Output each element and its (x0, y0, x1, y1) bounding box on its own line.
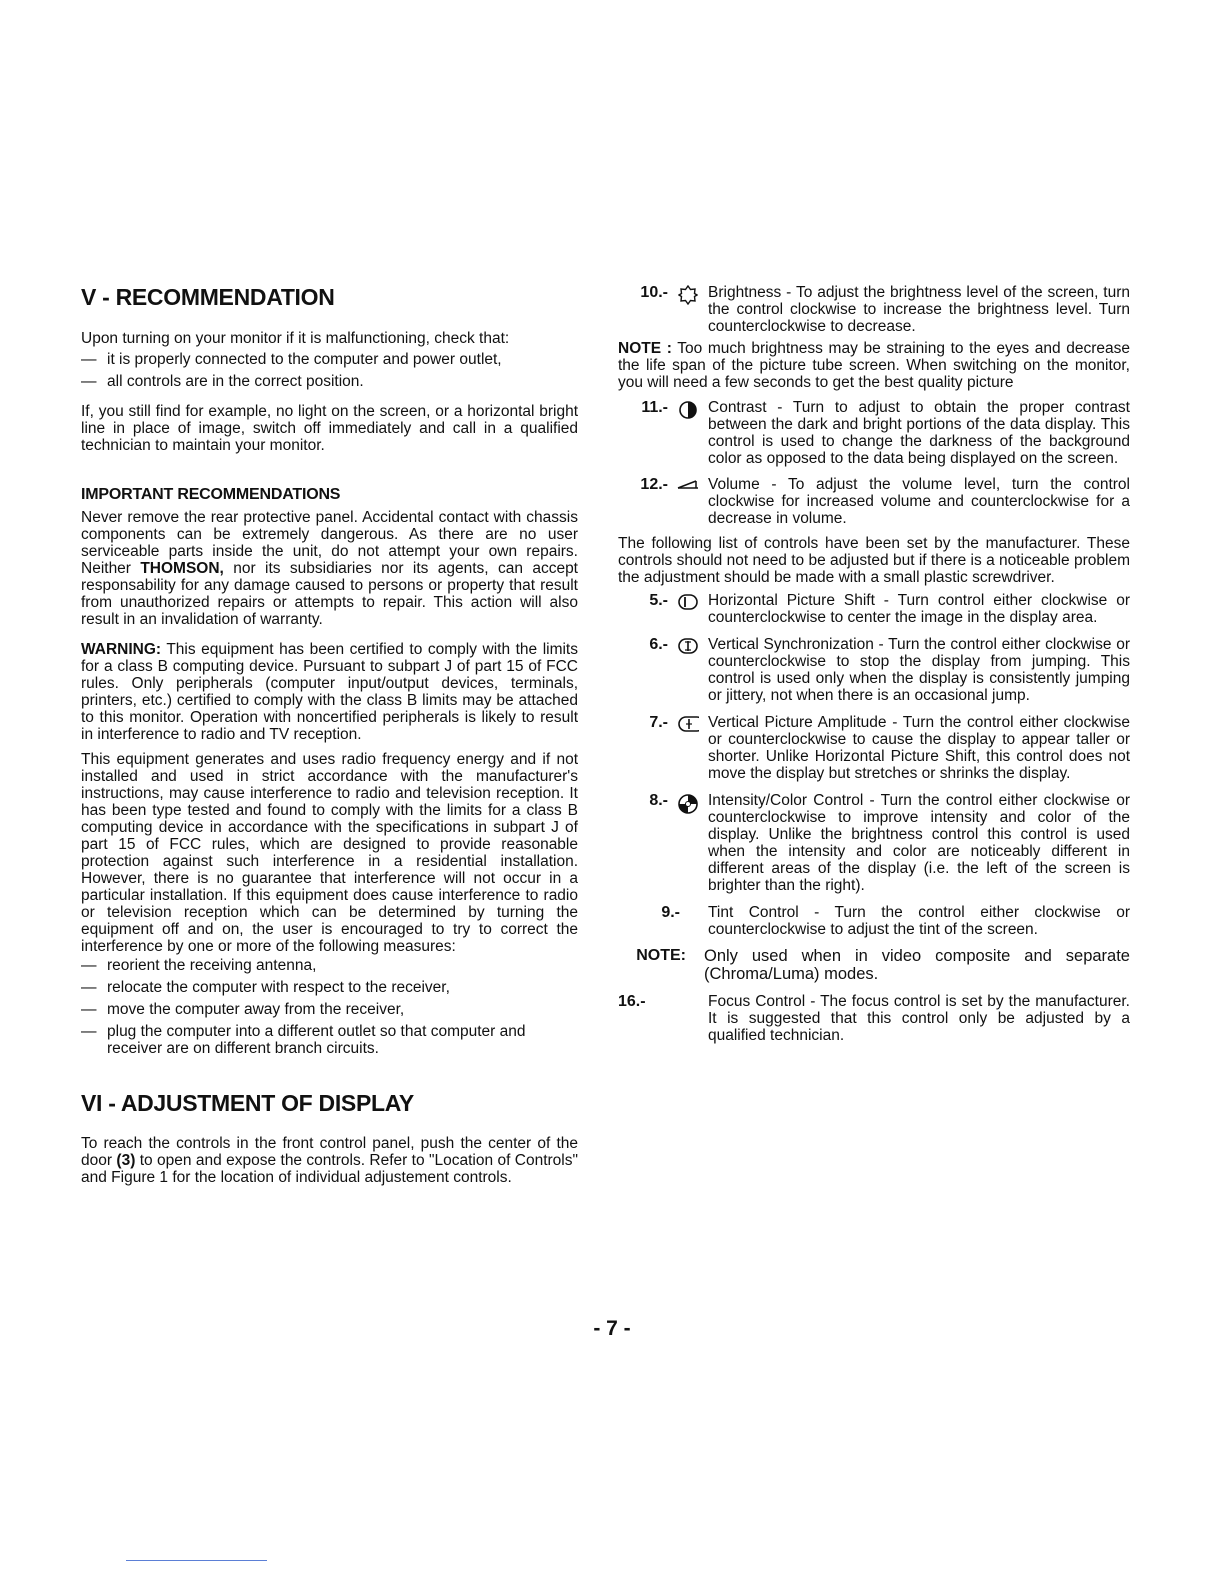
control-item-volume: 12.- Volume - To adjust the volume level, turn the control clockwise for increased volume and counterclockwise for a decrease in volume. (640, 476, 1130, 527)
section-title-recommendation: V - RECOMMENDATION (81, 284, 335, 310)
control-item-vertical-sync: 6.- Vertical Synchronization - Turn the control either clockwise or counterclockwise to stop the display from jumping. This control is used only when the display is consistently jumping or jittery, not when there is an occasional jump. (649, 636, 1130, 704)
brightness-icon (668, 284, 708, 335)
horizontal-shift-icon (668, 592, 708, 626)
control-item-focus: 16.- Focus Control - The focus control is set by the manufacturer. It is suggested that this control only be adjusted by a qualified technician. (618, 993, 1130, 1044)
list-item: — it is properly connected to the computer and power outlet, (81, 351, 502, 368)
control-item-horizontal-shift: 5.- Horizontal Picture Shift - Turn control either clockwise or counterclockwise to center the image in the display area. (649, 592, 1130, 626)
reach-controls-paragraph: To reach the controls in the front control panel, push the center of the door (3) to open and expose the controls. Refer to "Location of Controls" and Figure 1 for the location of individual adjustement controls. (81, 1135, 578, 1186)
section-title-adjustment: VI - ADJUSTMENT OF DISPLAY (81, 1090, 414, 1116)
control-item-intensity-color: 8.- Intensity/Color Control - Turn the control either clockwise or counterclockwise to improve intensity and color of the display. Unlike the brightness control this control is used when the intensity and color are noticeably different in different areas of the display (i.e. the left of the screen is brighter than the right). (649, 792, 1130, 894)
list-item: — plug the computer into a different outlet so that computer and receiver are on different branch circuits. (81, 1023, 526, 1057)
right-column (618, 284, 1130, 1044)
divider (126, 1560, 267, 1561)
interference-paragraph: This equipment generates and uses radio frequency energy and if not installed and used in strict accordance with the manufacturer's instructions, may cause interference to radio and television reception. It has been type tested and found to comply with the limits for a class B computing device in accordance with the specifications in subpart J of part 15 of FCC rules, which are designed to provide reasonable protection against such interference in a residential installation. However, there is no guarantee that interference will not occur in a particular installation. If this equipment does cause interference to radio or television reception which can be determined by turning the equipment off and on, the user is encouraged to try to correct the interference by one or more of the following measures: (81, 751, 578, 955)
note-video-composite: NOTE: Only used when in video composite and separate (Chroma/Luma) modes. (636, 947, 1130, 983)
warning-paragraph: WARNING: This equipment has been certified to comply with the limits for a class B computing device. Pursuant to subpart J of part 15 of FCC rules. Only peripherals (computer input/output devices, terminals, printers, etc.) certified to comply with the class B limits may be attached to this monitor. Operation with noncertified peripherals is likely to result in interference to radio and TV reception. (81, 641, 578, 743)
control-item-brightness: 10.- Brightness - To adjust the brightness level of the screen, turn the control clockwise to increase the brightness level. Turn counterclockwise to decrease. (640, 284, 1130, 335)
list-item: — move the computer away from the receiver, (81, 1001, 405, 1018)
vertical-amplitude-icon (668, 714, 708, 782)
control-item-vertical-amplitude: 7.- Vertical Picture Amplitude - Turn the control either clockwise or counterclockwise to cause the display to appear taller or shorter. Unlike Horizontal Picture Shift, this control does not move the display but stretches or shrinks the display. (649, 714, 1130, 782)
brand-name: THOMSON, (140, 560, 224, 577)
important-paragraph: Never remove the rear protective panel. Accidental contact with chassis components can be extremely dangerous. As there are no user serviceable parts inside the unit, do not attempt your own repairs. Neither THOMSON, nor its subsidiaries nor its agents, can accept responsability for any damage caused to persons or property that result from unauthorized repairs or attempts to repair. This action will also result in an invalidation of warranty. (81, 509, 578, 628)
page-number: - 7 - (593, 1317, 631, 1340)
factory-set-paragraph: The following list of controls have been set by the manufacturer. These controls should not need to be adjusted but if there is a noticeable problem the adjustment should be made with a small plastic screwdriver. (618, 535, 1130, 586)
list-item: — all controls are in the correct position. (81, 373, 364, 390)
still-find-paragraph: If, you still find for example, no light on the screen, or a horizontal bright line in place of image, switch off immediately and call in a qualified technician to maintain your monitor. (81, 403, 578, 454)
important-title: IMPORTANT RECOMMENDATIONS (81, 486, 341, 503)
vertical-sync-icon (668, 636, 708, 704)
list-item: — relocate the computer with respect to the receiver, (81, 979, 450, 996)
note-brightness: NOTE : Too much brightness may be straining to the eyes and decrease the life span of the picture tube screen. When switching on the monitor, you will need a few seconds to get the best quality picture (618, 340, 1130, 391)
list-item: — reorient the receiving antenna, (81, 957, 317, 974)
intensity-color-icon (668, 792, 708, 894)
contrast-icon (668, 399, 708, 467)
left-column (81, 284, 578, 1186)
control-item-contrast: 11.- Contrast - Turn to adjust to obtain the proper contrast between the dark and bright portions of the data display. This control is used to change the darkness of the background color as opposed to the data being displayed on the screen. (641, 399, 1130, 467)
intro-text: Upon turning on your monitor if it is malfunctioning, check that: (81, 330, 510, 347)
control-item-tint: 9.- Tint Control - Turn the control either clockwise or counterclockwise to adjust the tint of the screen. (661, 904, 1130, 938)
warning-label: WARNING: (81, 641, 162, 658)
volume-icon (668, 476, 708, 527)
